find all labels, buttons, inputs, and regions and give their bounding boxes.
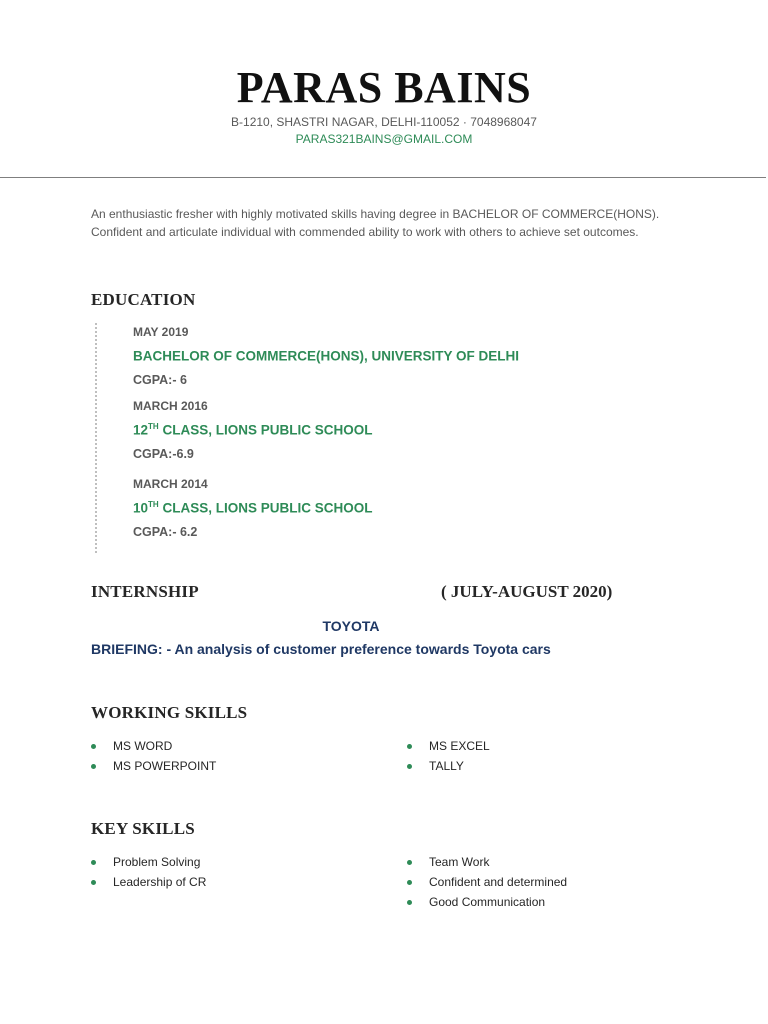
- education-date: MAY 2019: [133, 325, 189, 339]
- key-skills-left-list: [91, 852, 206, 892]
- internship-date: ( JULY-AUGUST 2020): [441, 582, 613, 601]
- education-heading: EDUCATION: [91, 290, 196, 309]
- list-item: Confident and determined: [407, 872, 567, 892]
- list-item: Problem Solving: [91, 852, 206, 872]
- bullet-icon: [91, 764, 96, 769]
- list-item: Good Communication: [407, 892, 567, 912]
- education-degree: 10TH CLASS, LIONS PUBLIC SCHOOL: [133, 500, 373, 516]
- education-item: [133, 324, 519, 388]
- bullet-icon: [407, 880, 412, 885]
- education-timeline: [95, 323, 97, 553]
- education-date: MARCH 2016: [133, 399, 208, 413]
- bullet-icon: [407, 764, 412, 769]
- internship-briefing: BRIEFING: - An analysis of customer preference towards Toyota cars: [91, 641, 551, 657]
- education-date: MARCH 2014: [133, 477, 208, 491]
- working-skills-left-list: [91, 736, 216, 776]
- bullet-icon: [407, 860, 412, 865]
- contact-info: B-1210, SHASTRI NAGAR, DELHI-110052 · 7048968047: [231, 115, 537, 129]
- internship-company: TOYOTA: [322, 618, 380, 634]
- list-item: Team Work: [407, 852, 567, 872]
- education-degree: BACHELOR OF COMMERCE(HONS), UNIVERSITY OF DELHI: [133, 348, 520, 364]
- internship-heading: INTERNSHIP: [91, 582, 199, 601]
- education-item: [133, 398, 372, 462]
- education-item: [133, 476, 372, 540]
- email-address: PARAS321BAINS@GMAIL.COM: [295, 132, 473, 146]
- bullet-icon: [91, 880, 96, 885]
- bullet-icon: [91, 744, 96, 749]
- list-item: MS POWERPOINT: [91, 756, 216, 776]
- profile-summary: An enthusiastic fresher with highly motivated skills having degree in BACHELOR OF COMMERCE(HONS). Confident and articulate individual with commended ability to work with others to achieve set outcomes.: [91, 207, 660, 239]
- key-skills-right-list: [407, 852, 567, 912]
- list-item: TALLY: [407, 756, 490, 776]
- bullet-icon: [407, 744, 412, 749]
- education-cgpa: CGPA:-6.9: [133, 446, 194, 461]
- header-divider: [0, 177, 766, 178]
- list-item: MS EXCEL: [407, 736, 490, 756]
- key-skills-heading: KEY SKILLS: [91, 819, 195, 838]
- bullet-icon: [407, 900, 412, 905]
- working-skills-heading: WORKING SKILLS: [91, 703, 248, 722]
- list-item: Leadership of CR: [91, 872, 206, 892]
- list-item: MS WORD: [91, 736, 216, 756]
- candidate-name: PARAS BAINS: [236, 63, 532, 112]
- education-cgpa: CGPA:- 6: [133, 372, 187, 387]
- education-cgpa: CGPA:- 6.2: [133, 524, 198, 539]
- education-degree: 12TH CLASS, LIONS PUBLIC SCHOOL: [133, 422, 373, 438]
- working-skills-right-list: [407, 736, 490, 776]
- bullet-icon: [91, 860, 96, 865]
